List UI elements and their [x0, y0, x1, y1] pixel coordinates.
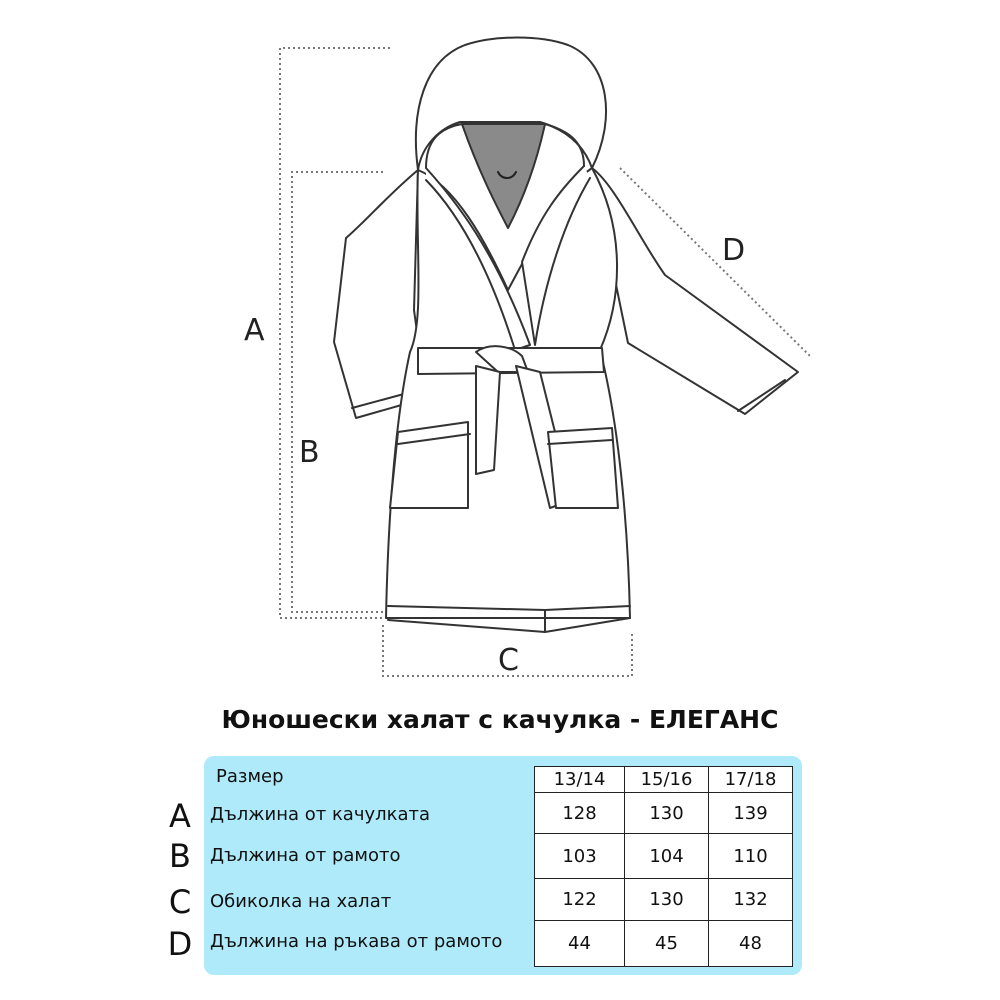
dimension-c-label: C: [498, 643, 519, 678]
dimension-d-label: D: [722, 233, 746, 268]
row-label-a: Дължина от качулката: [210, 804, 431, 825]
cell-b-13-14: 103: [562, 845, 597, 867]
row-letter-b: B: [169, 837, 191, 875]
size-header-13-14: 13/14: [553, 769, 606, 790]
cell-b-15-16: 104: [649, 845, 684, 867]
robe-body: [386, 168, 630, 618]
cell-b-17-18: 110: [733, 845, 768, 867]
row-label-d: Дължина на ръкава от рамото: [210, 931, 503, 952]
right-sleeve: [592, 168, 798, 414]
size-table: [534, 766, 793, 967]
cell-d-17-18: 48: [739, 933, 762, 954]
cell-d-15-16: 45: [655, 933, 678, 954]
row-label-b: Дължина от рамото: [210, 845, 401, 866]
inner-hood: [462, 124, 545, 228]
size-header-label: Размер: [216, 766, 284, 787]
cell-a-13-14: 128: [562, 802, 597, 824]
size-header-17-18: 17/18: [724, 769, 777, 790]
cell-a-15-16: 130: [649, 802, 684, 824]
dimension-a-label: A: [244, 313, 265, 348]
cell-c-13-14: 122: [562, 889, 597, 910]
row-label-c: Обиколка на халат: [210, 891, 392, 912]
cell-c-15-16: 130: [649, 889, 684, 910]
row-letter-c: C: [168, 883, 192, 921]
cell-d-13-14: 44: [568, 933, 591, 954]
row-letter-d: D: [167, 925, 193, 963]
page-title: Юношески халат с качулка - ЕЛЕГАНС: [221, 705, 779, 734]
cell-a-17-18: 139: [733, 802, 768, 824]
size-header-15-16: 15/16: [640, 769, 693, 790]
dimension-b-label: B: [299, 435, 320, 470]
cell-c-17-18: 132: [733, 889, 768, 910]
row-letter-a: A: [169, 797, 191, 835]
